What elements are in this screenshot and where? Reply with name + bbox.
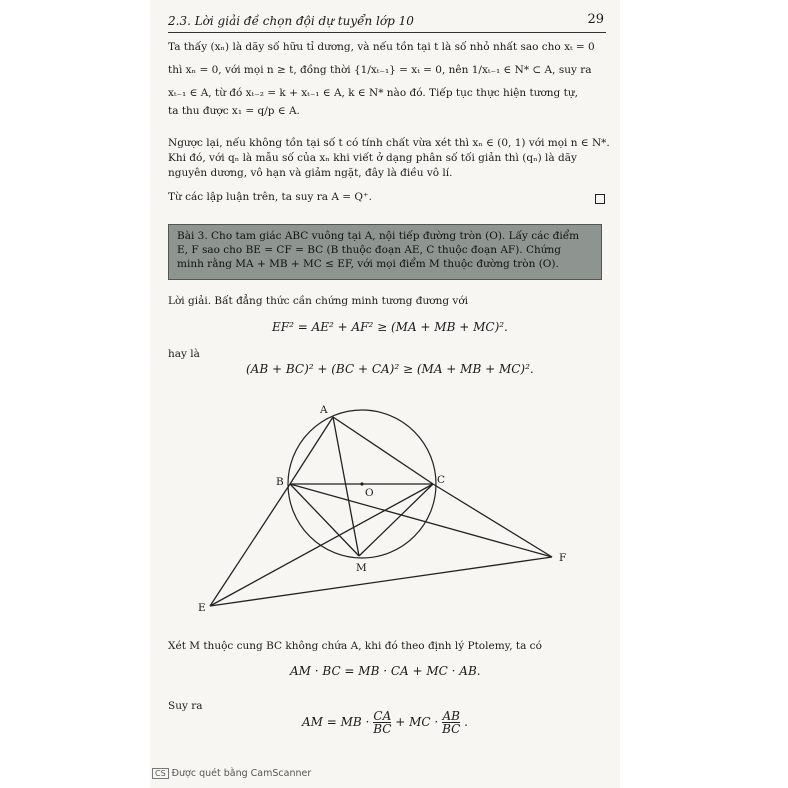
para-line-2: thì xₙ = 0, với mọi n ≥ t, đồng thời {1/xₜ₋₁} = xₜ = 0, nên 1/xₜ₋₁ ∈ N* ⊂ A, suy ra [168,64,592,76]
problem-line-3: minh rằng MA + MB + MC ≤ EF, với mọi điểm M thuộc đường tròn (O). [177,258,559,270]
equation-2: (AB + BC)² + (BC + CA)² ≥ (MA + MB + MC)². [246,362,534,376]
segment-bm [290,484,359,556]
label-o: O [365,487,374,499]
fraction-2-numerator: AB [442,709,460,723]
fraction-ca-bc [373,710,391,735]
para-line-1: Ta thấy (xₙ) là dãy số hữu tỉ dương, và nếu tồn tại t là số nhỏ nhất sao cho xₜ = 0 [168,41,595,53]
segment-ac [333,417,433,484]
label-f: F [559,552,567,564]
eq4-mid: + MC · [395,715,439,729]
segment-cf [433,484,552,557]
eq4-lhs: AM = MB · [302,715,370,729]
ptolemy-text: Xét M thuộc cung BC không chứa A, khi đó theo định lý Ptolemy, ta có [168,640,542,652]
segment-ce [210,484,433,606]
label-b: B [276,476,284,488]
fraction-2-denominator: BC [442,722,461,736]
para2-line-3: nguyên dương, vô hạn và giảm ngặt, đây là điều vô lí. [168,167,453,179]
para2-line-2: Khi đó, với qₙ là mẫu số của xₙ khi viết ở dạng phân số tối giản thì (qₙ) là dãy [168,152,577,164]
fraction-1-denominator: BC [373,722,392,736]
fraction-1-numerator: CA [373,709,392,723]
conclusion-line: Từ các lập luận trên, ta suy ra A = Q⁺. [168,191,372,203]
equation-1: EF² = AE² + AF² ≥ (MA + MB + MC)². [272,320,508,334]
para2-line-1: Ngược lại, nếu không tồn tại số t có tính chất vừa xét thì xₙ ∈ (0, 1) với mọi n ∈ N*. [168,137,610,149]
section-title: 2.3. Lời giải đề chọn đội dự tuyển lớp 10 [168,14,414,28]
label-a: A [320,404,328,416]
equation-4 [302,710,468,735]
footer-text: Được quét bằng CamScanner [171,768,312,779]
fraction-ab-bc [442,710,460,735]
page-number: 29 [587,12,604,27]
camscanner-footer [152,768,311,779]
segment-am [333,417,359,556]
equation-3: AM · BC = MB · CA + MC · AB. [290,664,481,678]
para-line-3: xₜ₋₁ ∈ A, từ đó xₜ₋₂ = k + xₜ₋₁ ∈ A, k ∈ N* nào đó. Tiếp tục thực hiện tương tự, [168,87,578,99]
camscanner-logo: CS [152,768,169,779]
para-line-4: ta thu được x₁ = q/p ∈ A. [168,105,300,117]
problem-line-1: Bài 3. Cho tam giác ABC vuông tại A, nội tiếp đường tròn (O). Lấy các điểm [177,230,580,242]
center-dot [360,482,363,485]
label-c: C [437,474,446,486]
segment-ef [210,557,552,606]
problem-line-2: E, F sao cho BE = CF = BC (B thuộc đoạn AE, C thuộc đoạn AF). Chứng [177,244,562,256]
hay-la-text: hay là [168,348,200,360]
eq4-end: . [464,715,468,729]
label-m: M [356,562,367,574]
segment-be [210,484,290,606]
label-e: E [198,602,206,614]
solution-intro: Lời giải. Bất đẳng thức cần chứng minh tương đương với [168,295,469,307]
suy-ra-text: Suy ra [168,700,203,712]
